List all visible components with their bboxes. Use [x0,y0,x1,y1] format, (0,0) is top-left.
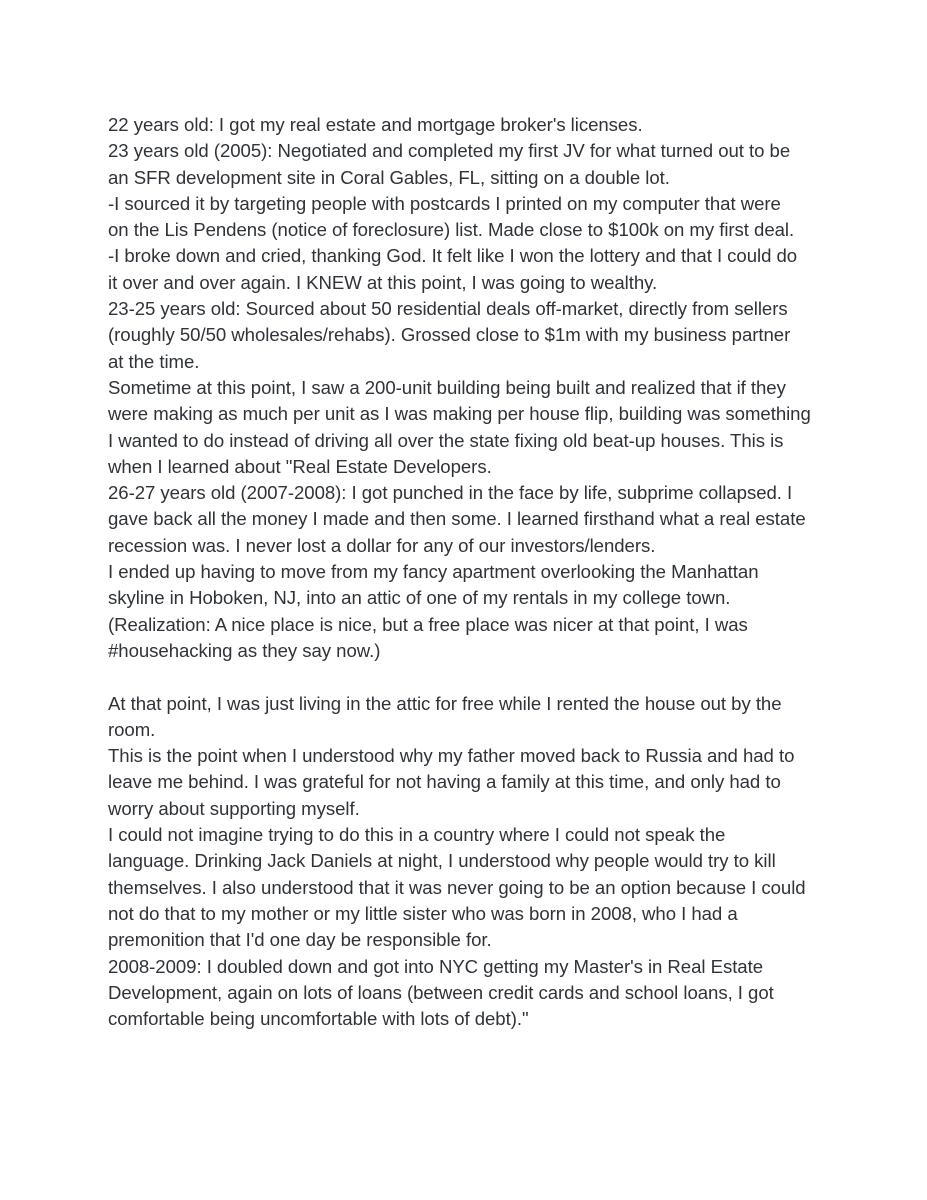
text-line: (Realization: A nice place is nice, but a free place was nicer at that point, I was [108,613,748,635]
text-line: (roughly 50/50 wholesales/rehabs). Grossed close to $1m with my business partner [108,324,791,346]
text-line: when I learned about "Real Estate Developers. [108,455,492,477]
text-line: room. [108,718,156,740]
text-line: an SFR development site in Coral Gables, FL, sitting on a double lot. [108,166,670,188]
paragraph-gap [108,664,848,690]
text-line: 2008-2009: I doubled down and got into NYC getting my Master's in Real Estate [108,955,764,977]
text-line: worry about supporting myself. [108,797,360,819]
text-line: I wanted to do instead of driving all over the state fixing old beat-up houses. This is [108,429,784,451]
text-line: At that point, I was just living in the attic for free while I rented the house out by the [108,692,782,714]
text-line: 23 years old (2005): Negotiated and completed my first JV for what turned out to be [108,140,791,162]
text-line: #househacking as they say now.) [108,639,381,661]
text-line: comfortable being uncomfortable with lots of debt)." [108,1008,529,1030]
text-line: gave back all the money I made and then some. I learned firsthand what a real estate [108,508,806,530]
text-line: not do that to my mother or my little sister who was born in 2008, who I had a [108,902,738,924]
text-line: I could not imagine trying to do this in a country where I could not speak the [108,824,726,846]
text-line: This is the point when I understood why my father moved back to Russia and had to [108,745,795,767]
text-line: Development, again on lots of loans (between credit cards and school loans, I got [108,981,774,1003]
text-line: language. Drinking Jack Daniels at night, I understood why people would try to kill [108,850,776,872]
text-line: I ended up having to move from my fancy apartment overlooking the Manhattan [108,561,759,583]
text-line: 26-27 years old (2007-2008): I got punched in the face by life, subprime collapsed. I [108,482,793,504]
text-line: skyline in Hoboken, NJ, into an attic of one of my rentals in my college town. [108,587,731,609]
text-line: 23-25 years old: Sourced about 50 residential deals off-market, directly from sellers [108,298,788,320]
text-line: -I sourced it by targeting people with postcards I printed on my computer that were [108,192,781,214]
text-line: at the time. [108,350,200,372]
text-line: 22 years old: I got my real estate and mortgage broker's licenses. [108,114,643,135]
text-line: recession was. I never lost a dollar for any of our investors/lenders. [108,534,656,556]
text-line: leave me behind. I was grateful for not having a family at this time, and only had to [108,771,781,793]
text-line: themselves. I also understood that it was never going to be an option because I could [108,876,806,898]
text-line: it over and over again. I KNEW at this point, I was going to wealthy. [108,271,658,293]
text-line: were making as much per unit as I was making per house flip, building was something [108,403,811,425]
text-line: -I broke down and cried, thanking God. It felt like I won the lottery and that I could do [108,245,798,267]
text-line: premonition that I'd one day be responsible for. [108,929,492,951]
text-line: on the Lis Pendens (notice of foreclosure) list. Made close to $100k on my first deal. [108,219,795,241]
document-body [108,112,848,1032]
text-line: Sometime at this point, I saw a 200-unit building being built and realized that if they [108,376,786,398]
